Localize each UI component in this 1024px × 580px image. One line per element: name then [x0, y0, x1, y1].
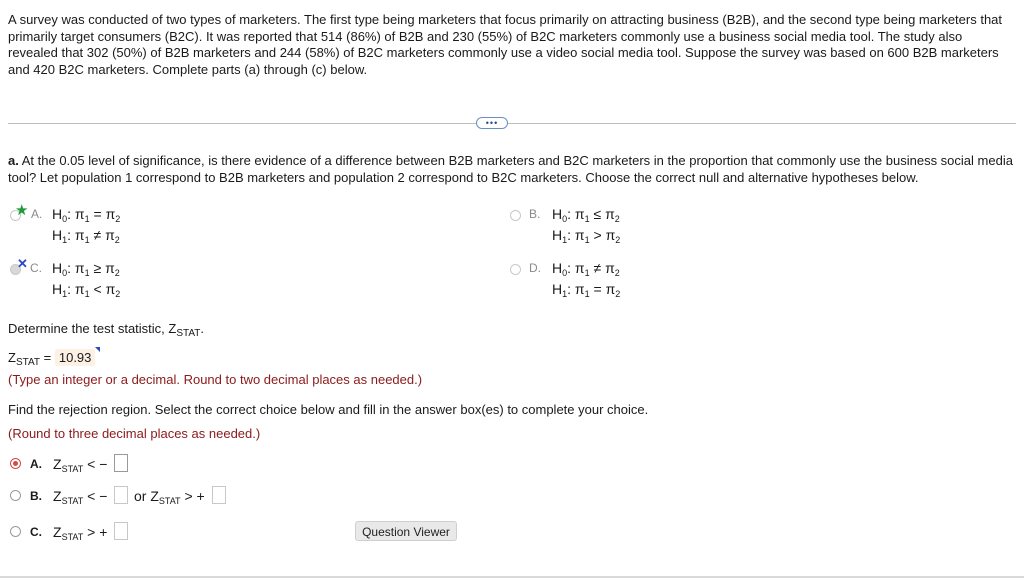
rejection-c-letter: C. [30, 525, 42, 539]
rejection-c-input[interactable] [114, 522, 128, 540]
test-stat-prompt: Determine the test statistic, $Z_{STAT}$. [8, 321, 205, 339]
rejection-b-input-1[interactable] [114, 486, 128, 504]
rejection-b-input-2[interactable] [212, 486, 226, 504]
part-a-question [8, 153, 1013, 186]
option-c-h0: $H_0$: $\pi_1 \ge \pi_2$ [52, 260, 120, 278]
rejection-a-expression: $Z_{STAT}$ < − [53, 456, 108, 474]
bottom-border [0, 576, 1024, 578]
option-b-letter: B. [529, 207, 541, 221]
correct-star-icon: ★ [15, 202, 29, 219]
option-d-radio[interactable] [510, 264, 521, 275]
option-c-h1: $H_1$: $\pi_1 < \pi_2$ [52, 281, 121, 299]
rejection-a-letter: A. [30, 457, 42, 471]
option-d-h1: $H_1$: $\pi_1 = \pi_2$ [552, 281, 621, 299]
feedback-corner-icon [95, 347, 100, 352]
rejection-option-b[interactable] [10, 485, 310, 507]
rejection-a-radio[interactable] [10, 458, 21, 469]
rejection-b-letter: B. [30, 489, 42, 503]
zstat-answer-row: $Z_{STAT} = 10.93$ [8, 350, 1013, 372]
rejection-prompt: Find the rejection region. Select the correct choice below and fill in the answer box(es) to complete your choice. [8, 402, 649, 417]
option-d-letter: D. [529, 261, 541, 275]
option-a-letter: A. [31, 207, 43, 221]
option-a-h0: $H_0$: $\pi_1 = \pi_2$ [52, 206, 121, 224]
option-b-h0: $H_0$: $\pi_1 \le \pi_2$ [552, 206, 620, 224]
rejection-option-a[interactable] [10, 453, 310, 475]
option-d-h0: $H_0$: $\pi_1 \ne \pi_2$ [552, 260, 620, 278]
option-c-letter: C. [30, 261, 42, 275]
rejection-b-radio[interactable] [10, 490, 21, 501]
rejection-c-expression: $Z_{STAT}$ > + [53, 524, 108, 542]
rejection-a-input[interactable] [114, 454, 128, 472]
wrong-x-icon: ✕ [17, 256, 28, 271]
hypothesis-option-a[interactable] [10, 202, 490, 249]
rejection-b-expression: $Z_{STAT}$ < − [53, 488, 108, 506]
zstat-answer-box[interactable]: 10.93 [55, 349, 96, 366]
rejection-hint: (Round to three decimal places as needed.) [8, 426, 261, 441]
question-viewer-button[interactable]: Question Viewer [355, 521, 457, 541]
hypothesis-option-d[interactable] [510, 259, 990, 303]
rejection-option-c[interactable] [10, 521, 310, 543]
option-b-h1: $H_1$: $\pi_1 > \pi_2$ [552, 227, 621, 245]
zstat-hint: (Type an integer or a decimal. Round to two decimal places as needed.) [8, 372, 423, 387]
problem-statement: A survey was conducted of two types of marketers. The first type being marketers that focus primarily on attracting business (B2B), and the second type being marketers that primarily target consumers (B2C). It was reported that 514 (86%) of B2B and 230 (55%) of B2C marketers commonly use a business social media tool. The study also revealed that 302 (50%) of B2B marketers and 244 (58%) of B2C marketers commonly use a video social media tool. Suppose the survey was based on 600 B2B marketers and 420 B2C marketers. Complete parts (a) through (c) below. [8, 12, 1003, 77]
expand-more-button[interactable]: ••• [476, 117, 508, 129]
hypothesis-option-b[interactable] [510, 205, 990, 249]
rejection-b-or-expression: or $Z_{STAT}$ > + [134, 488, 205, 506]
option-a-h1: $H_1$: $\pi_1 \ne \pi_2$ [52, 227, 120, 245]
section-divider [8, 123, 1016, 124]
part-a-label: a. [8, 153, 19, 168]
option-b-radio[interactable] [510, 210, 521, 221]
part-a-question-text: At the 0.05 level of significance, is there evidence of a difference between B2B marketers and B2C marketers in the proportion that commonly use the business social media tool? Let population 1 correspond to B2B marketers and population 2 correspond to B2C marketers. Choose the correct null and alternative hypotheses below. [8, 153, 1013, 185]
rejection-c-radio[interactable] [10, 526, 21, 537]
hypothesis-option-c[interactable] [10, 256, 490, 303]
